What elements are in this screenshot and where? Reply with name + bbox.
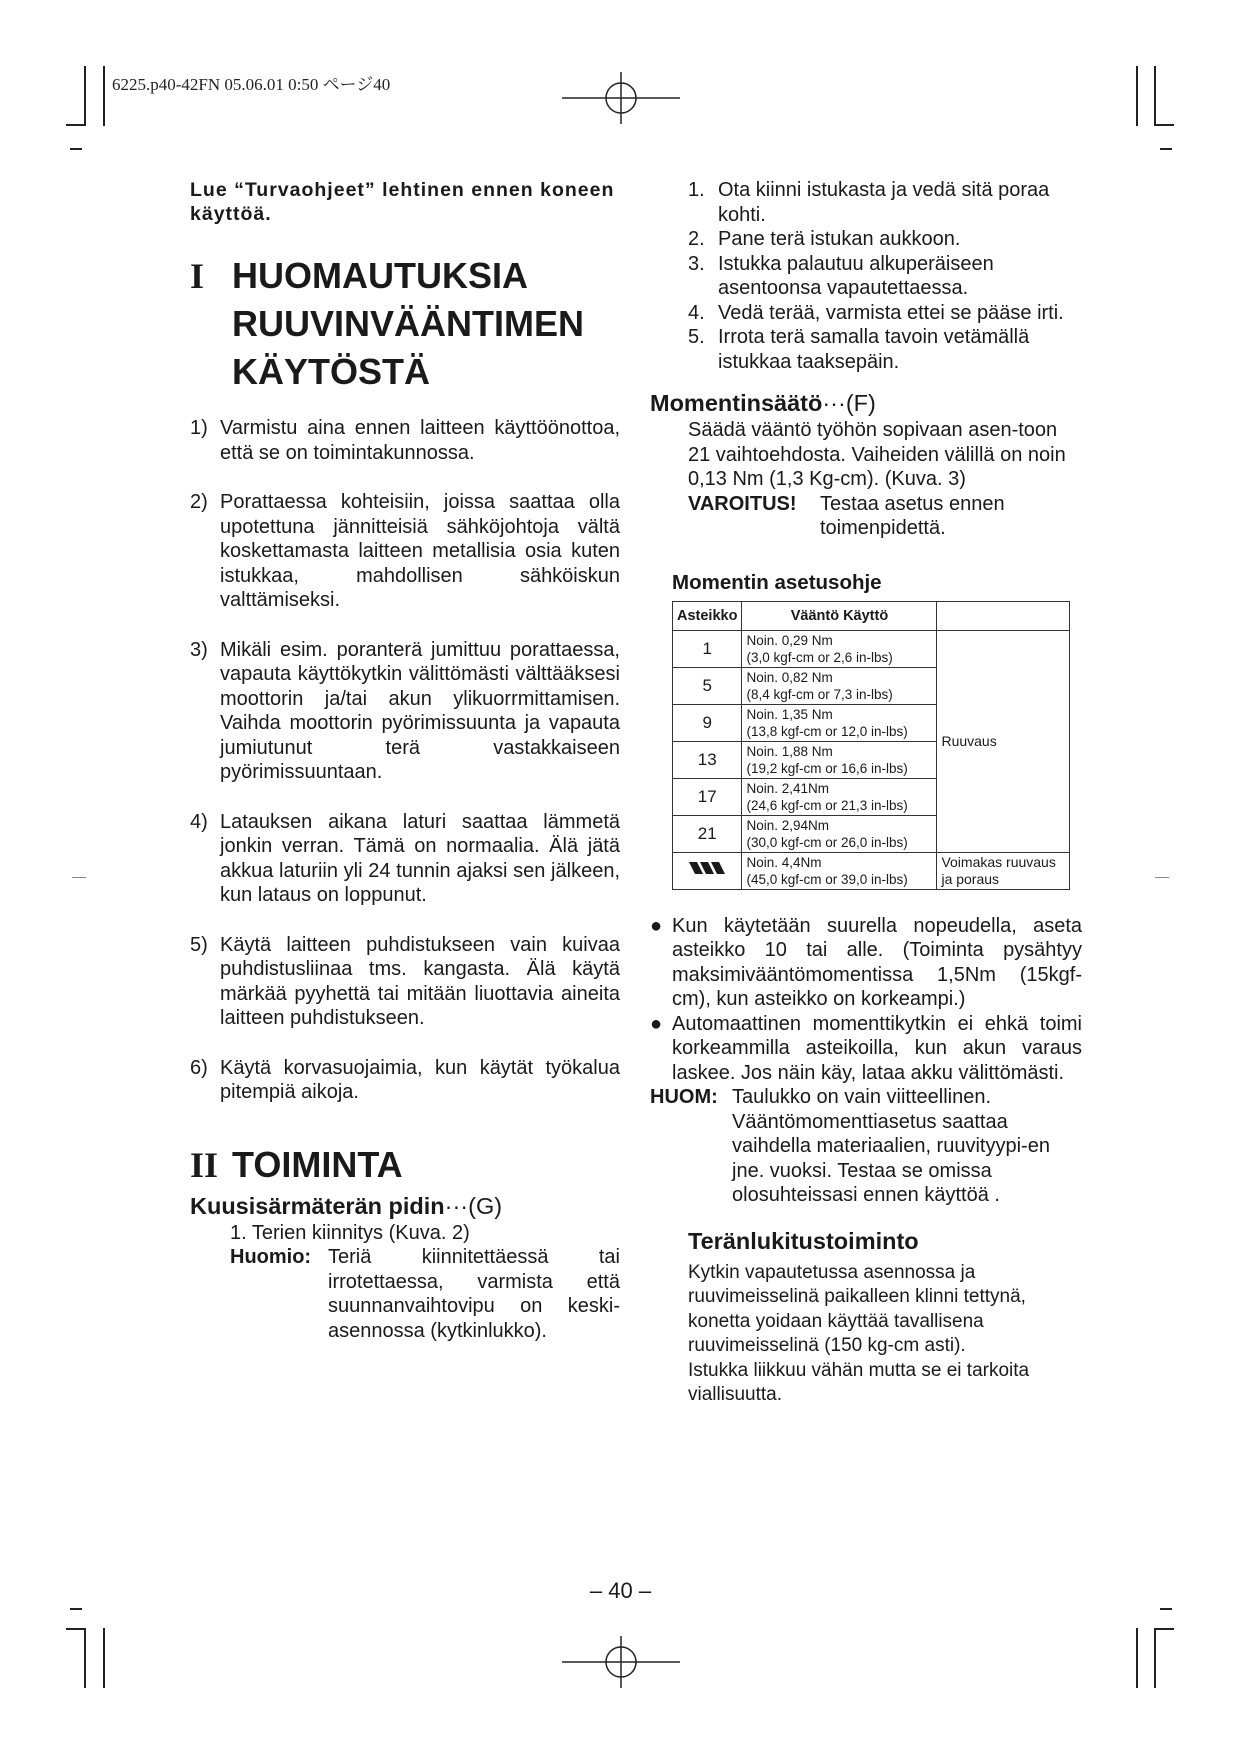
item-number: 4) <box>190 810 208 833</box>
torque-nm: Noin. 4,4Nm <box>746 854 822 870</box>
chapter-2-numeral: II <box>190 1144 219 1185</box>
torque-alt-units: (45,0 kgf-cm or 39,0 in-lbs) <box>746 871 908 887</box>
list-item <box>688 301 1082 326</box>
item-number: 2) <box>190 491 208 513</box>
huom-note <box>650 1085 1082 1208</box>
bit-mounting-steps <box>688 178 1082 374</box>
torque-setting-text: Säädä vääntö työhön sopivaan asen-toon 21 vaihtoehdosta. Vaiheiden välillä on noin 0,13 Nm (1,3 Kg-cm). (Kuva. 3) <box>688 419 1066 490</box>
heading-text: Kuusisärmäterän pidin <box>190 1192 445 1219</box>
list-item <box>190 490 620 613</box>
table-row <box>673 852 1070 889</box>
torque-alt-units: (30,0 kgf-cm or 26,0 in-lbs) <box>746 834 908 850</box>
chapter-1-heading <box>190 252 620 396</box>
item-text: Mikäli esim. poranterä jumittuu porattaessa, vapauta käyttökytkin välittömästi välttääksesi moottorin ja/tai akun ylikuorrmittamisen. Vaihda moottorin pyörimissuunta ja vapauta jumiutunut terä vastakkaiseen pyörimissuuntaan. <box>220 638 620 783</box>
torque-cell <box>742 667 937 704</box>
scale-cell: 13 <box>673 741 742 778</box>
chapter-2-heading <box>190 1141 620 1189</box>
torque-nm: Noin. 1,88 Nm <box>746 743 833 759</box>
torque-alt-units: (19,2 kgf-cm or 16,6 in-lbs) <box>746 760 908 776</box>
list-item <box>190 416 620 465</box>
torque-cell <box>742 852 937 889</box>
registration-mark-top <box>562 72 680 124</box>
torque-table-title: Momentin asetusohje <box>672 570 882 594</box>
list-item <box>190 933 620 1031</box>
step-text: Istukka palautuu alkuperäiseen asentoonsa vapautettaessa. <box>718 252 994 299</box>
torque-alt-units: (3,0 kgf-cm or 2,6 in-lbs) <box>746 649 893 665</box>
heading-text: Momentinsäätö <box>650 390 823 416</box>
column-header-scale: Asteikko <box>673 601 742 630</box>
torque-cell <box>742 815 937 852</box>
safety-notes-list <box>190 416 620 1105</box>
list-item <box>688 252 1082 301</box>
huom-text: Taulukko on vain viitteellinen. Vääntömomenttiasetus saattaa vaihdella materiaalien, ruuvityypi-en jne. vuoksi. Testaa se omissa olosuhteissasi ennen käyttöä . <box>732 1086 1050 1206</box>
step-number: 2. <box>688 228 705 250</box>
list-item <box>190 810 620 908</box>
step-text: Pane terä istukan aukkoon. <box>718 228 961 250</box>
caution-text: Teriä kiinnitettäessä tai irrotettaessa, varmista että suunnanvaihtovipu on keski-asennossa (kytkinlukko). <box>328 1246 620 1342</box>
torque-cell <box>742 630 937 667</box>
usage-bullets <box>650 914 1082 1086</box>
hex-bit-section <box>230 1221 620 1344</box>
figure-ref: ···(F) <box>822 390 876 416</box>
bullet-icon: ● <box>650 1012 663 1035</box>
torque-alt-units: (24,6 kgf-cm or 21,3 in-lbs) <box>746 797 908 813</box>
scale-cell-drill-icon <box>673 852 742 889</box>
list-item <box>190 638 620 785</box>
page-number: – 40 – <box>589 1578 652 1603</box>
list-item <box>688 178 1082 227</box>
torque-setting-heading <box>650 388 1082 418</box>
registration-mark-bottom <box>562 1636 680 1688</box>
bullet-text: Automaattinen momenttikytkin ei ehkä toimi korkeammilla asteikoilla, kun akun varaus laskee. Jos näin käy, lataa akku välittömästi. <box>672 1012 1082 1084</box>
item-text: Käytä korvasuojaimia, kun käytät työkalua pitempiä aikoja. <box>220 1056 620 1103</box>
print-slug: 6225.p40-42FN 05.06.01 0:50 ページ40 <box>112 75 391 94</box>
torque-nm: Noin. 1,35 Nm <box>746 706 833 722</box>
torque-alt-units: (8,4 kgf-cm or 7,3 in-lbs) <box>746 686 893 702</box>
torque-alt-units: (13,8 kgf-cm or 12,0 in-lbs) <box>746 723 908 739</box>
torque-nm: Noin. 2,41Nm <box>746 780 829 796</box>
list-item <box>688 227 1082 252</box>
item-text: Käytä laitteen puhdistukseen vain kuivaa puhdistusliinaa tms. kangasta. Älä käytä märkää pyyhettä tai mitään liuottavia aineita laitteen puhdistukseen. <box>220 933 620 1029</box>
scale-cell: 5 <box>673 667 742 704</box>
list-item <box>190 1056 620 1105</box>
table-row <box>673 630 1070 667</box>
item-number: 5) <box>190 933 208 956</box>
chapter-1-title-line: HUOMAUTUKSIA <box>232 255 528 296</box>
warning-label: VAROITUS! <box>688 492 797 515</box>
bit-lock-text: Kytkin vapautetussa asennossa ja ruuvimeisselinä paikalleen klinni tettynä, konetta yoidaan käyttää tavallisena ruuvimeisselinä (150 kg-cm asti). <box>688 1261 1026 1356</box>
torque-nm: Noin. 0,29 Nm <box>746 632 833 648</box>
bit-mounting-item: 1. Terien kiinnitys (Kuva. 2) <box>230 1221 470 1244</box>
bit-lock-heading: Teränlukitustoiminto <box>688 1227 919 1254</box>
step-text: Irrota terä samalla tavoin vetämällä istukkaa taaksepäin. <box>718 326 1030 373</box>
chapter-2-title: TOIMINTA <box>232 1143 403 1185</box>
step-number: 4. <box>688 301 705 324</box>
figure-ref: ···(G) <box>444 1192 503 1219</box>
torque-nm: Noin. 2,94Nm <box>746 817 829 833</box>
chapter-1-title <box>232 252 584 396</box>
list-item <box>650 1012 1082 1086</box>
column-header-torque-use: Vääntö Käyttö <box>742 601 937 630</box>
use-cell-drilling: Voimakas ruuvaus ja poraus <box>937 852 1070 889</box>
step-number: 5. <box>688 326 705 348</box>
scale-cell: 21 <box>673 815 742 852</box>
column-header-blank <box>937 601 1070 630</box>
caution-note <box>230 1245 620 1343</box>
item-text: Latauksen aikana laturi saattaa lämmetä jonkin verran. Tämä on normaalia. Älä jätä akkua laturiin yli 24 tunnin ajaksi sen jälkeen, kun lataus on loppunut. <box>220 810 620 906</box>
list-item <box>688 325 1082 374</box>
torque-nm: Noin. 0,82 Nm <box>746 669 833 685</box>
step-number: 3. <box>688 252 705 275</box>
hex-bit-holder-heading <box>190 1191 620 1221</box>
item-text: Porattaessa kohteisiin, joissa saattaa olla upotettuna jännitteisiä sähköjohtoja vältä koskettamasta laitteen metallisia osia kuten istukkaa, mahdollisen sähköiskun valttämiseksi. <box>220 491 620 611</box>
torque-cell <box>742 778 937 815</box>
table-header-row <box>673 601 1070 630</box>
scale-cell: 1 <box>673 630 742 667</box>
item-number: 3) <box>190 638 208 661</box>
drill-mode-icon <box>687 858 727 878</box>
chapter-1-title-line: RUUVINVÄÄNTIMEN <box>232 303 585 344</box>
warning-note <box>688 492 1082 541</box>
item-number: 6) <box>190 1056 208 1079</box>
right-column <box>650 178 1082 1408</box>
bullet-icon: ● <box>650 914 663 937</box>
left-column <box>190 178 620 1343</box>
step-text: Ota kiinni istukasta ja vedä sitä poraa kohti. <box>718 179 1050 226</box>
bullet-text: Kun käytetään suurella nopeudella, aseta asteikko 10 tai alle. (Toiminta pysähtyy maksimivääntömomentissa 1,5Nm (15kgf-cm), kun asteikko on korkeampi.) <box>672 914 1082 1010</box>
scale-cell: 9 <box>673 704 742 741</box>
intro-notice: Lue “Turvaohjeet” lehtinen ennen koneen käyttöä. <box>190 179 615 225</box>
item-text: Varmistu aina ennen laitteen käyttöönottoa, että se on toimintakunnossa. <box>220 417 620 464</box>
huom-label: HUOM: <box>650 1086 718 1108</box>
torque-table <box>672 601 1070 890</box>
use-cell-screwing: Ruuvaus <box>937 630 1070 852</box>
warning-text: Testaa asetus ennen toimenpidettä. <box>820 492 1005 539</box>
scale-cell: 17 <box>673 778 742 815</box>
torque-cell <box>742 704 937 741</box>
chapter-1-title-line: KÄYTÖSTÄ <box>232 351 430 392</box>
step-number: 1. <box>688 179 705 201</box>
bit-lock-note: Istukka liikkuu vähän mutta se ei tarkoita viallisuutta. <box>688 1359 1030 1405</box>
caution-label: Huomio: <box>230 1246 312 1268</box>
list-item <box>650 914 1082 1012</box>
torque-cell <box>742 741 937 778</box>
chapter-1-numeral: I <box>190 256 205 296</box>
item-number: 1) <box>190 417 208 439</box>
step-text: Vedä terää, varmista ettei se pääse irti. <box>718 301 1064 324</box>
